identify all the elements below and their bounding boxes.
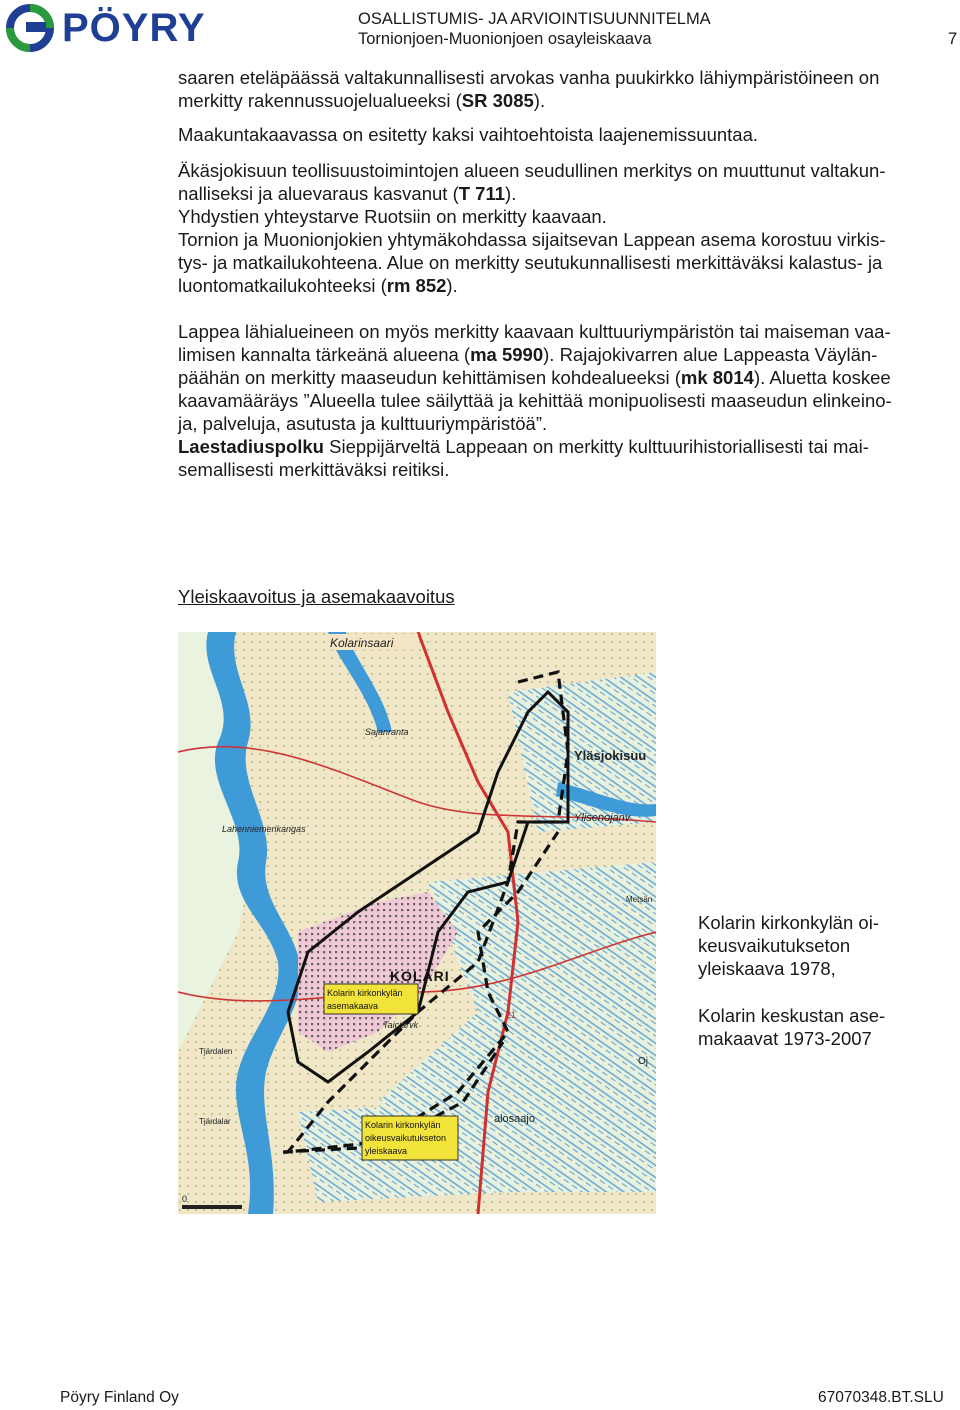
map-label-ylasjokisuu: Yläsjokisuu: [574, 748, 647, 763]
text-span: nalliseksi ja aluevaraus kasvanut (: [178, 183, 459, 204]
map-legend-yleiskaava-line2: oikeusvaikutukseton: [365, 1133, 447, 1143]
map-label-tjardalar: Tjärdalar: [199, 1117, 231, 1126]
text-line: Maakuntakaavassa on esitetty kaksi vaihtoehtoista laajenemissuuntaa.: [178, 124, 759, 145]
map-caption-yleiskaava: [698, 911, 879, 980]
text-line: [178, 366, 960, 389]
caption-line: Kolarin kirkonkylän oi-: [698, 912, 879, 933]
text-line: [178, 343, 960, 366]
text-span: ).: [505, 183, 517, 204]
text-line: Äkäsjokisuun teollisuustoimintojen alueen seudullinen merkitys on muuttunut valtakun-: [178, 160, 886, 181]
text-line: [178, 182, 960, 205]
map-label-tjardalen: Tjärdalen: [199, 1047, 233, 1056]
map-legend-asemakaava-line2: asemakaava: [327, 1001, 379, 1011]
text-line: ja, palveluja, asutusta ja kulttuuriympäristöä”.: [178, 413, 548, 434]
text-span: limisen kannalta tärkeänä alueena (: [178, 344, 471, 365]
document-title: OSALLISTUMIS- JA ARVIOINTISUUNNITELMA: [358, 10, 711, 28]
text-span: ).: [533, 90, 546, 111]
text-span: ).: [446, 275, 458, 296]
text-line: saaren eteläpäässä valtakunnallisesti arvokas vanha puukirkko lähiympäristöineen on: [178, 67, 880, 88]
map-label-kolari: KOLARI: [390, 968, 450, 984]
map-label-sajanranta: Sajanranta: [365, 727, 409, 737]
map-caption-asemakaavat: [698, 1004, 885, 1050]
text-line: Lappea lähialueineen on myös merkitty kaavaan kulttuuriympäristön tai maiseman vaa-: [178, 321, 891, 342]
poyry-logo: [6, 4, 246, 52]
footer-document-code: 67070348.BT.SLU: [818, 1389, 944, 1406]
map-road-number: 21: [506, 1010, 517, 1020]
planning-map: [178, 632, 656, 1214]
plan-code: SR 3085: [461, 90, 534, 111]
text-span: luontomatkailukohteeksi (: [178, 275, 387, 296]
text-line: semallisesti merkittäväksi reitiksi.: [178, 459, 450, 480]
plan-code: T 711: [458, 183, 506, 204]
paragraph-expansion: [178, 123, 960, 146]
map-label-ylisenojanv: Ylisenojanv: [574, 812, 631, 824]
text-span: Sieppijärveltä Lappeaan on merkitty kulttuurihistoriallisesti tai mai-: [323, 436, 869, 457]
route-name: Laestadiuspolku: [178, 436, 324, 457]
text-line: kaavamääräys ”Alueella tulee säilyttää ja kehittää monipuolisesti maaseudun elinkeino-: [178, 390, 892, 411]
section-heading: Yleiskaavoitus ja asemakaavoitus: [178, 586, 455, 607]
map-label-lahenniemenkangas: Lahenniemenkangas: [222, 824, 306, 834]
text-line: Tornion ja Muonionjokien yhtymäkohdassa sijaitsevan Lappean asema korostuu virkis-: [178, 229, 886, 250]
text-line: tys- ja matkailukohteena. Alue on merkitty seutukunnallisesti merkittäväksi kalastus- ja: [178, 252, 883, 273]
text-span: ). Aluetta koskee: [753, 367, 891, 388]
text-line: [178, 89, 960, 112]
text-line: [178, 435, 960, 458]
text-line: [178, 274, 960, 297]
text-line: Yhdystien yhteystarve Ruotsiin on merkitty kaavaan.: [178, 206, 607, 227]
caption-line: yleiskaava 1978,: [698, 958, 836, 979]
text-span: ). Rajajokivarren alue Lappeasta Väylän-: [543, 344, 878, 365]
map-label-alosaajo: alosaajo: [494, 1113, 535, 1125]
caption-line: makaavat 1973-2007: [698, 1028, 872, 1049]
plan-code: mk 8014: [680, 367, 754, 388]
map-label-oj: Oj: [638, 1056, 648, 1067]
paragraph-industry: [178, 159, 960, 297]
text-span: päähän on merkitty maaseudun kehittämisen kohdealueeksi (: [178, 367, 681, 388]
map-legend-yleiskaava-line3: yleiskaava: [365, 1146, 408, 1156]
map-legend-yleiskaava-line1: Kolarin kirkonkylän: [365, 1120, 441, 1130]
footer-company: Pöyry Finland Oy: [60, 1389, 179, 1406]
map-legend-asemakaava-line1: Kolarin kirkonkylän: [327, 988, 403, 998]
map-scale-bar: [182, 1205, 242, 1209]
text-span: merkitty rakennussuojelualueeksi (: [178, 90, 462, 111]
map-label-taicjarvi: Taicjärvk: [383, 1020, 419, 1030]
paragraph-church: [178, 66, 960, 112]
poyry-logo-mark-icon: [6, 4, 56, 52]
paragraph-lappea: [178, 320, 960, 481]
map-scale-zero: 0: [182, 1194, 188, 1204]
map-graphic: [178, 632, 656, 1214]
logo-wordmark: PÖYRY: [62, 6, 206, 50]
page-number: 7: [948, 30, 958, 48]
document-subtitle: Tornionjoen-Muonionjoen osayleiskaava: [358, 30, 652, 48]
plan-code: ma 5990: [470, 344, 544, 365]
plan-code: rm 852: [386, 275, 447, 296]
map-label-kolarinsaari: Kolarinsaari: [330, 636, 394, 650]
caption-line: keusvaikutukseton: [698, 935, 851, 956]
caption-line: Kolarin keskustan ase-: [698, 1005, 886, 1026]
map-label-metsanv: Metsän: [626, 895, 653, 904]
